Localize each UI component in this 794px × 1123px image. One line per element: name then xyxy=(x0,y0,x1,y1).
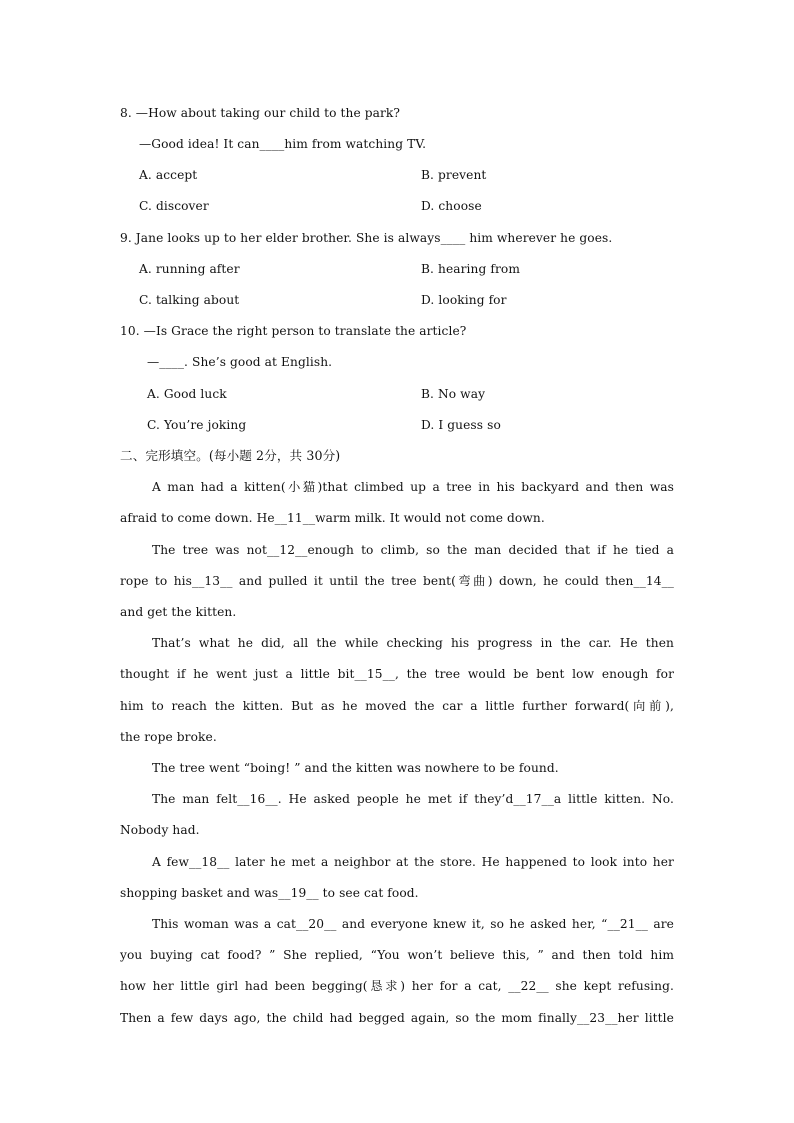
passage-line: Then a few days ago, the child had begged again, so the mom finally__23__her little xyxy=(120,1011,674,1025)
section-2-title: 二、完形填空。(每小题 2分，共 30分) xyxy=(120,448,341,463)
question-10-reply: —____. She’s good at English. xyxy=(147,355,333,369)
passage-line: Nobody had. xyxy=(120,823,200,837)
question-9-option-b: B. hearing from xyxy=(421,262,521,276)
passage-line: the rope broke. xyxy=(120,730,217,744)
passage-line: shopping basket and was__19__ to see cat food. xyxy=(120,886,419,900)
passage-line: That’s what he did, all the while checking his progress in the car. He then xyxy=(152,636,674,650)
passage-line: A man had a kitten(小猫)that climbed up a tree in his backyard and then was xyxy=(152,480,674,494)
passage-line: This woman was a cat__20__ and everyone knew it, so he asked her, “__21__ are xyxy=(152,917,674,931)
question-8-option-d: D. choose xyxy=(421,199,482,213)
passage-line: and get the kitten. xyxy=(120,605,237,619)
question-10-option-d: D. I guess so xyxy=(421,418,501,432)
question-9-stem: 9. Jane looks up to her elder brother. She is always____ him wherever he goes. xyxy=(120,231,613,245)
question-10-stem: 10. —Is Grace the right person to translate the article? xyxy=(120,324,467,338)
question-8-option-c: C. discover xyxy=(139,199,209,213)
question-8-reply: —Good idea! It can____him from watching TV. xyxy=(139,137,427,151)
passage-line: A few__18__ later he met a neighbor at the store. He happened to look into her xyxy=(152,855,674,869)
passage-line: The tree was not__12__enough to climb, so the man decided that if he tied a xyxy=(152,543,674,557)
question-10-option-a: A. Good luck xyxy=(147,387,227,401)
passage-line: afraid to come down. He__11__warm milk. It would not come down. xyxy=(120,511,545,525)
question-9-option-d: D. looking for xyxy=(421,293,507,307)
question-10-option-b: B. No way xyxy=(421,387,486,401)
question-9-option-c: C. talking about xyxy=(139,293,240,307)
question-10-option-c: C. You’re joking xyxy=(147,418,247,432)
passage-line: thought if he went just a little bit__15__, the tree would be bent low enough for xyxy=(120,667,674,681)
passage-line: you buying cat food? ” She replied, “You won’t believe this, ” and then told him xyxy=(120,948,674,962)
passage-line: rope to his__13__ and pulled it until the tree bent(弯曲) down, he could then__14__ xyxy=(120,574,674,588)
question-8-option-a: A. accept xyxy=(139,168,198,182)
passage-line: how her little girl had been begging(恳求) her for a cat, __22__ she kept refusing. xyxy=(120,979,674,993)
passage-line: him to reach the kitten. But as he moved the car a little further forward(向前), xyxy=(120,699,674,713)
passage-line: The tree went “boing! ” and the kitten was nowhere to be found. xyxy=(152,761,559,775)
question-8-stem: 8. —How about taking our child to the park? xyxy=(120,106,401,120)
question-8-option-b: B. prevent xyxy=(421,168,487,182)
question-9-option-a: A. running after xyxy=(139,262,240,276)
passage-line: The man felt__16__. He asked people he met if they’d__17__a little kitten. No. xyxy=(152,792,674,806)
